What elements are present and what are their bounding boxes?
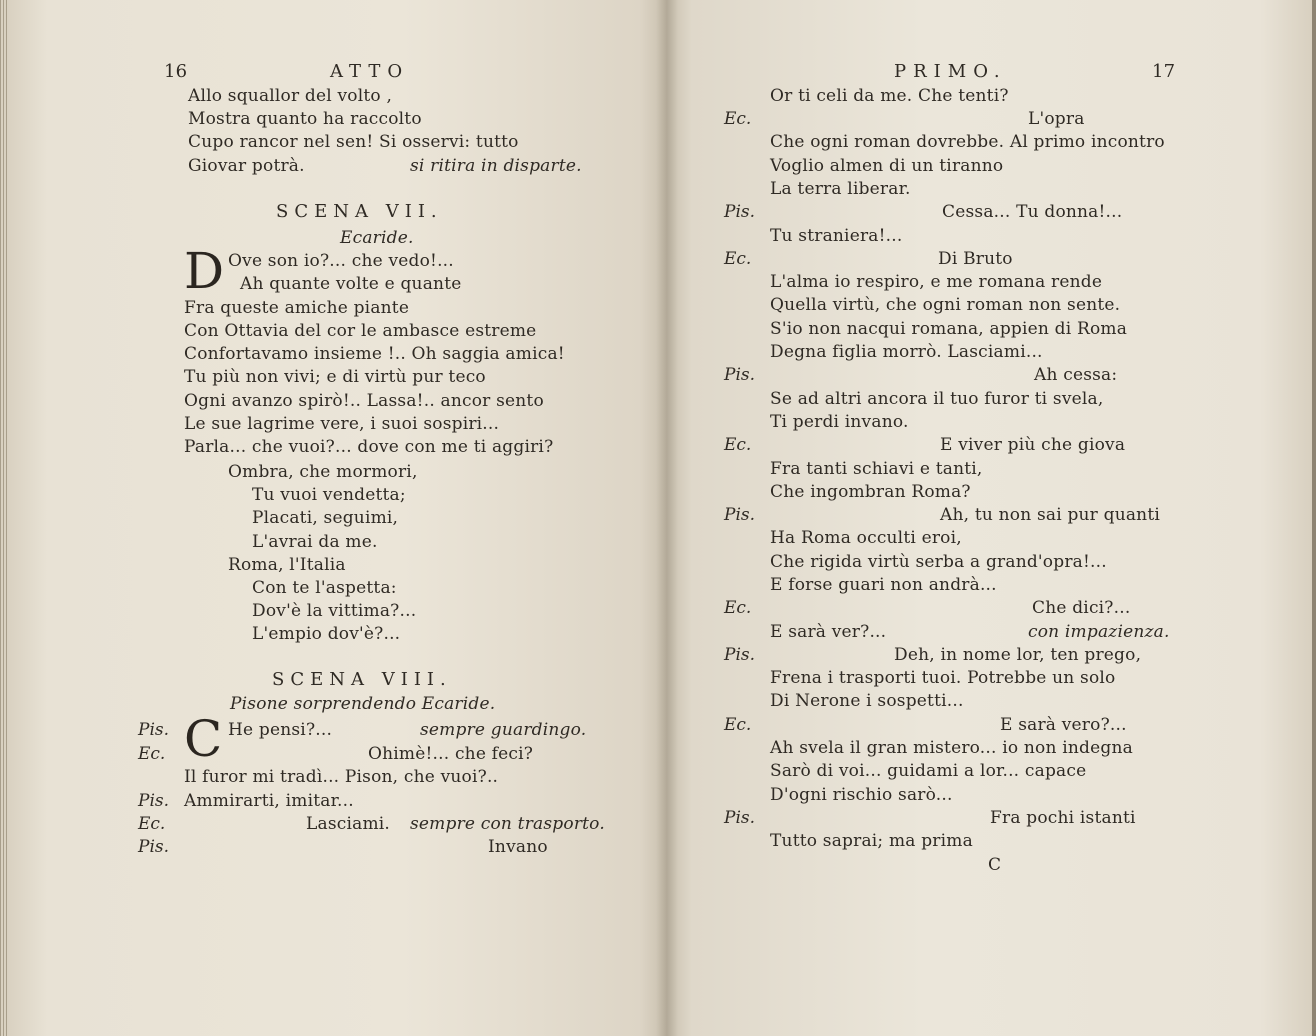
speaker-label: Pis. — [138, 720, 170, 740]
dialogue-line: Se ad altri ancora il tuo furor ti svela, — [770, 389, 1104, 409]
dialogue-line: E sarà ver?... — [770, 622, 887, 642]
stage-direction: si ritira in disparte. — [410, 156, 582, 176]
speaker-label: Pis. — [724, 365, 756, 385]
aria-line: Placati, seguimi, — [252, 508, 399, 528]
verse-line: Mostra quanto ha raccolto — [188, 109, 422, 129]
dialogue-line: D'ogni rischio sarò... — [770, 785, 953, 805]
dialogue-line: Che ingombran Roma? — [770, 482, 971, 502]
dialogue-line: Deh, in nome lor, ten prego, — [894, 645, 1142, 665]
dialogue-line: Tu straniera!... — [770, 226, 903, 246]
scene-heading: SCENA VII. — [276, 201, 443, 222]
speaker-label: Ec. — [138, 814, 166, 834]
speaker-label: Ec. — [724, 249, 752, 269]
dialogue-line: Sarò di voi... guidami a lor... capace — [770, 761, 1087, 781]
dialogue-line: L'alma io respiro, e me romana rende — [770, 272, 1103, 292]
aria-line: Tu vuoi vendetta; — [252, 485, 406, 505]
verse-line: Confortavamo insieme !.. Oh saggia amica! — [184, 344, 565, 364]
verse-line: Le sue lagrime vere, i suoi sospiri... — [184, 414, 500, 434]
speaker-label: Ec. — [724, 109, 752, 129]
running-head-right: PRIMO. — [894, 61, 1007, 82]
right-page — [666, 0, 1312, 1036]
aria-line: Con te l'aspetta: — [252, 578, 397, 598]
dialogue-line: Che dici?... — [1032, 598, 1131, 618]
stage-direction: con impazienza. — [1028, 622, 1170, 642]
dialogue-line: Di Bruto — [938, 249, 1013, 269]
running-head-left: ATTO — [330, 61, 410, 82]
dialogue-line: Ah cessa: — [1034, 365, 1118, 385]
page-edges-left — [0, 0, 8, 1036]
dialogue-line: Ah svela il gran mistero... io non indegna — [770, 738, 1133, 758]
speaker-label: Pis. — [724, 505, 756, 525]
verse-line: Parla... che vuoi?... dove con me ti aggiri? — [184, 437, 554, 457]
dialogue-line: Quella virtù, che ogni roman non sente. — [770, 295, 1121, 315]
verse-line: Ove son io?... che vedo!... — [228, 251, 454, 271]
aria-line: Ombra, che mormori, — [228, 462, 418, 482]
stage-direction: sempre guardingo. — [420, 720, 587, 740]
stage-direction: sempre con trasporto. — [410, 814, 605, 834]
scene-character: Ecaride. — [340, 228, 414, 248]
dialogue-line: Ha Roma occulti eroi, — [770, 528, 962, 548]
dialogue-line: Ah, tu non sai pur quanti — [940, 505, 1160, 525]
dialogue-line: Lasciami. — [306, 814, 391, 834]
dialogue-line: Ammirarti, imitar... — [184, 791, 354, 811]
verse-line: Fra queste amiche piante — [184, 298, 410, 318]
dialogue-line: La terra liberar. — [770, 179, 911, 199]
dialogue-line: Voglio almen di un tiranno — [770, 156, 1004, 176]
dialogue-line: E viver più che giova — [940, 435, 1126, 455]
verse-line: Cupo rancor nel sen! Si osservi: tutto — [188, 132, 519, 152]
page-number-left: 16 — [164, 61, 188, 82]
scene-heading: SCENA VIII. — [272, 669, 452, 690]
drop-capital: D — [184, 242, 225, 300]
aria-line: Dov'è la vittima?... — [252, 601, 417, 621]
speaker-label: Ec. — [724, 435, 752, 455]
verse-line: Ah quante volte e quante — [240, 274, 462, 294]
dialogue-line: Invano — [488, 837, 548, 857]
dialogue-line: Fra pochi istanti — [990, 808, 1136, 828]
dialogue-line: Che ogni roman dovrebbe. Al primo incontro — [770, 132, 1165, 152]
page-number-right: 17 — [1152, 61, 1176, 82]
verse-line: Tu più non vivi; e di virtù pur teco — [184, 367, 486, 387]
dialogue-line: Ti perdi invano. — [770, 412, 909, 432]
dialogue-line: He pensi?... — [228, 720, 333, 740]
speaker-label: Pis. — [724, 808, 756, 828]
speaker-label: Pis. — [138, 791, 170, 811]
speaker-label: Ec. — [724, 715, 752, 735]
dialogue-line: E forse guari non andrà... — [770, 575, 997, 595]
dialogue-line: Degna figlia morrò. Lasciami... — [770, 342, 1043, 362]
verse-line: Allo squallor del volto , — [188, 86, 393, 106]
dialogue-line: Che rigida virtù serba a grand'opra!... — [770, 552, 1107, 572]
dialogue-line: Di Nerone i sospetti... — [770, 691, 964, 711]
dialogue-line: Cessa... Tu donna!... — [942, 202, 1123, 222]
speaker-label: Pis. — [724, 645, 756, 665]
dialogue-line: L'opra — [1028, 109, 1085, 129]
dialogue-line: Or ti celi da me. Che tenti? — [770, 86, 1009, 106]
left-page — [8, 0, 666, 1036]
dialogue-line: Il furor mi tradì... Pison, che vuoi?.. — [184, 767, 499, 787]
dialogue-line: E sarà vero?... — [1000, 715, 1127, 735]
page-edge-right — [1312, 0, 1316, 1036]
dialogue-line: Ohimè!... che feci? — [368, 744, 534, 764]
speaker-label: Ec. — [138, 744, 166, 764]
verse-line: Ogni avanzo spirò!.. Lassa!.. ancor sento — [184, 391, 544, 411]
signature-mark: C — [988, 855, 1002, 875]
dialogue-line: S'io non nacqui romana, appien di Roma — [770, 319, 1128, 339]
drop-capital: C — [184, 710, 223, 768]
speaker-label: Ec. — [724, 598, 752, 618]
dialogue-line: Frena i trasporti tuoi. Potrebbe un solo — [770, 668, 1116, 688]
scene-character: Pisone sorprendendo Ecaride. — [230, 694, 496, 714]
dialogue-line: Tutto saprai; ma prima — [770, 831, 973, 851]
verse-line: Giovar potrà. — [188, 156, 305, 176]
verse-line: Con Ottavia del cor le ambasce estreme — [184, 321, 537, 341]
dialogue-line: Fra tanti schiavi e tanti, — [770, 459, 983, 479]
speaker-label: Pis. — [138, 837, 170, 857]
aria-line: Roma, l'Italia — [228, 555, 346, 575]
speaker-label: Pis. — [724, 202, 756, 222]
aria-line: L'avrai da me. — [252, 532, 378, 552]
aria-line: L'empio dov'è?... — [252, 624, 401, 644]
book-gutter — [656, 0, 678, 1036]
